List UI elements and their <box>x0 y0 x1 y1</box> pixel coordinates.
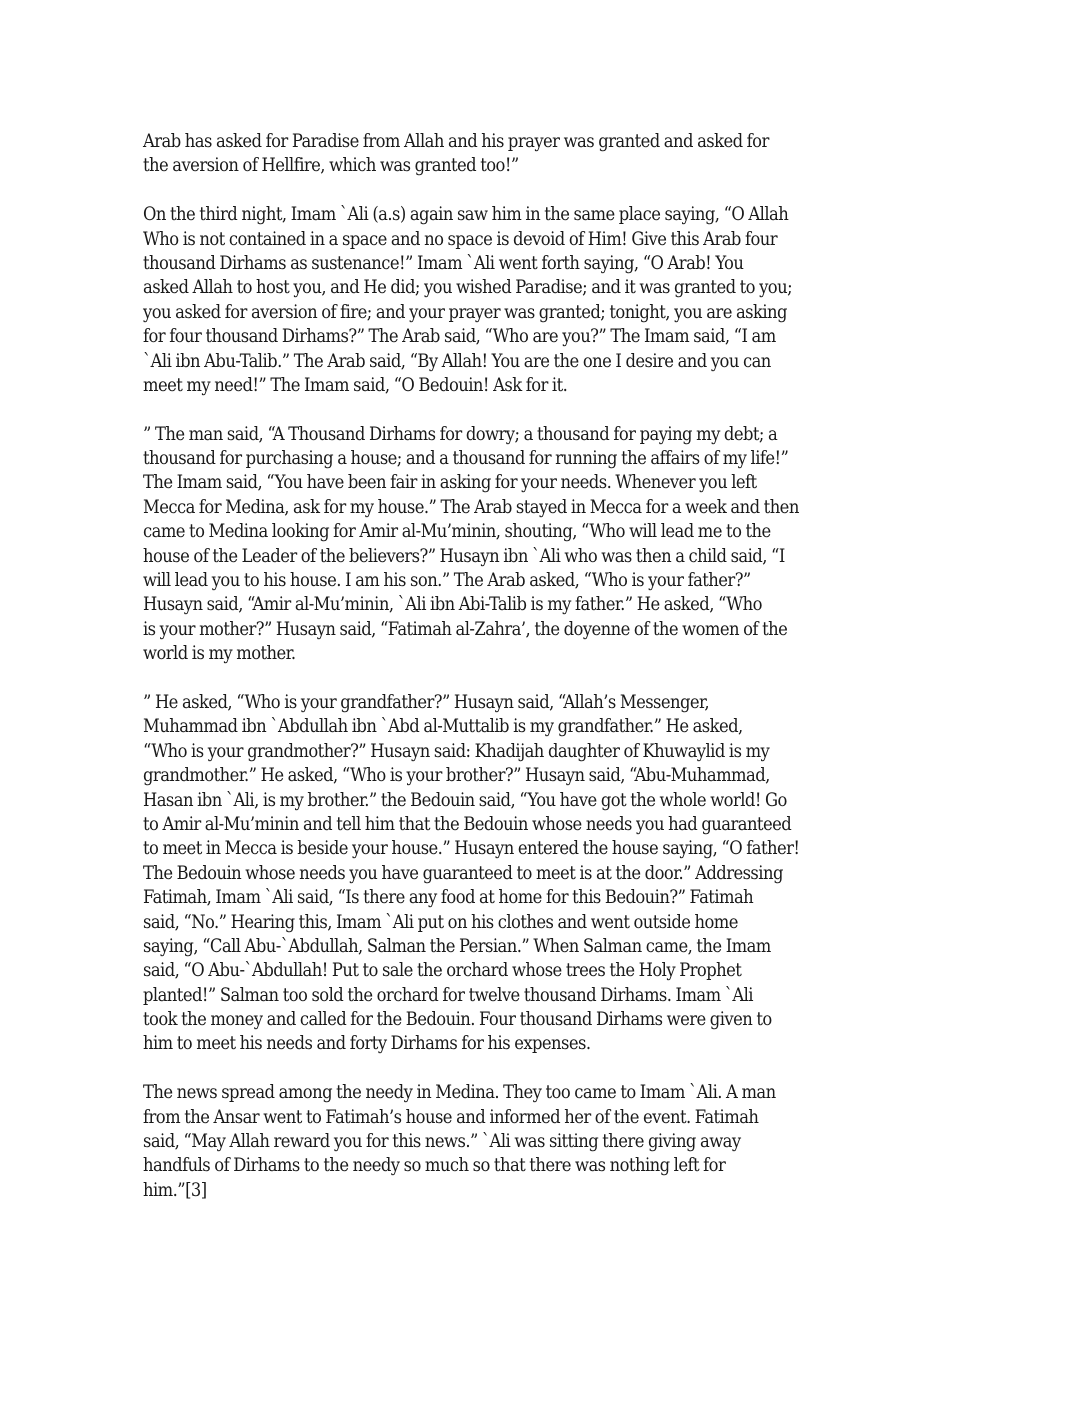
text-line: The Bedouin whose needs you have guaranteed to meet is at the door.” Addressing <box>143 862 783 884</box>
text-line: asked Allah to host you, and He did; you wished Paradise; and it was granted to you; <box>143 277 793 299</box>
text-line: ” He asked, “Who is your grandfather?” Husayn said, “Allah’s Messenger, <box>143 691 709 713</box>
text-line: grandmother.” He asked, “Who is your brother?” Husayn said, “Abu-Muhammad, <box>143 765 770 787</box>
text-line: him.”[3] <box>143 1179 207 1201</box>
text-line: Fatimah, Imam `Ali said, “Is there any food at home for this Bedouin?” Fatimah <box>143 887 754 909</box>
paragraph-1 <box>143 130 943 179</box>
paragraph-4 <box>143 691 943 1057</box>
text-line: to Amir al-Mu’minin and tell him that the Bedouin whose needs you had guaranteed <box>143 813 792 835</box>
text-line: took the money and called for the Bedouin. Four thousand Dirhams were given to <box>143 1009 772 1031</box>
paragraph-5 <box>143 1081 943 1203</box>
text-line: “Who is your grandmother?” Husayn said: Khadijah daughter of Khuwaylid is my <box>143 740 770 762</box>
text-line: said, “May Allah reward you for this news.” `Ali was sitting there giving away <box>143 1131 741 1153</box>
text-line: Mecca for Medina, ask for my house.” The Arab stayed in Mecca for a week and then <box>143 496 799 518</box>
text-line: him to meet his needs and forty Dirhams for his expenses. <box>143 1033 591 1055</box>
text-line: house of the Leader of the believers?” Husayn ibn `Ali who was then a child said, “I <box>143 545 785 567</box>
text-line: from the Ansar went to Fatimah’s house and informed her of the event. Fatimah <box>143 1106 759 1128</box>
text-line: Who is not contained in a space and no space is devoid of Him! Give this Arab four <box>143 228 778 250</box>
text-line: `Ali ibn Abu-Talib.” The Arab said, “By Allah! You are the one I desire and you can <box>143 350 771 372</box>
text-line: Muhammad ibn `Abdullah ibn `Abd al-Muttalib is my grandfather.” He asked, <box>143 716 743 738</box>
document-page <box>143 130 943 1228</box>
text-line: handfuls of Dirhams to the needy so much so that there was nothing left for <box>143 1155 726 1177</box>
text-line: thousand Dirhams as sustenance!” Imam `Ali went forth saying, “O Arab! You <box>143 252 744 274</box>
text-line: world is my mother. <box>143 643 296 665</box>
text-line: you asked for aversion of fire; and your prayer was granted; tonight, you are asking <box>143 301 787 323</box>
text-line: said, “O Abu-`Abdullah! Put to sale the orchard whose trees the Holy Prophet <box>143 960 742 982</box>
text-line: is your mother?” Husayn said, “Fatimah al-Zahra’, the doyenne of the women of the <box>143 618 788 640</box>
text-line: thousand for purchasing a house; and a thousand for running the affairs of my life!” <box>143 448 789 470</box>
text-line: The news spread among the needy in Medina. They too came to Imam `Ali. A man <box>143 1082 776 1104</box>
text-line: said, “No.” Hearing this, Imam `Ali put on his clothes and went outside home <box>143 911 738 933</box>
text-line: On the third night, Imam `Ali (a.s) again saw him in the same place saying, “O Allah <box>143 204 789 226</box>
text-line: the aversion of Hellfire, which was granted too!” <box>143 155 519 177</box>
paragraph-2 <box>143 203 943 398</box>
text-line: Arab has asked for Paradise from Allah and his prayer was granted and asked for <box>143 131 769 152</box>
paragraph-3 <box>143 423 943 667</box>
text-line: meet my need!” The Imam said, “O Bedouin! Ask for it. <box>143 374 568 396</box>
text-line: ” The man said, “A Thousand Dirhams for dowry; a thousand for paying my debt; a <box>143 423 778 445</box>
text-line: will lead you to his house. I am his son.” The Arab asked, “Who is your father?” <box>143 570 751 592</box>
text-line: for four thousand Dirhams?” The Arab said, “Who are you?” The Imam said, “I am <box>143 326 776 348</box>
text-line: The Imam said, “You have been fair in asking for your needs. Whenever you left <box>143 472 757 494</box>
text-line: to meet in Mecca is beside your house.” Husayn entered the house saying, “O father! <box>143 838 800 860</box>
text-line: Hasan ibn `Ali, is my brother.” the Bedouin said, “You have got the whole world! Go <box>143 789 787 811</box>
text-line: came to Medina looking for Amir al-Mu’minin, shouting, “Who will lead me to the <box>143 521 771 543</box>
text-line: planted!” Salman too sold the orchard for twelve thousand Dirhams. Imam `Ali <box>143 984 753 1006</box>
text-line: Husayn said, “Amir al-Mu’minin, `Ali ibn Abi-Talib is my father.” He asked, “Who <box>143 594 762 616</box>
text-line: saying, “Call Abu-`Abdullah, Salman the Persian.” When Salman came, the Imam <box>143 935 771 957</box>
